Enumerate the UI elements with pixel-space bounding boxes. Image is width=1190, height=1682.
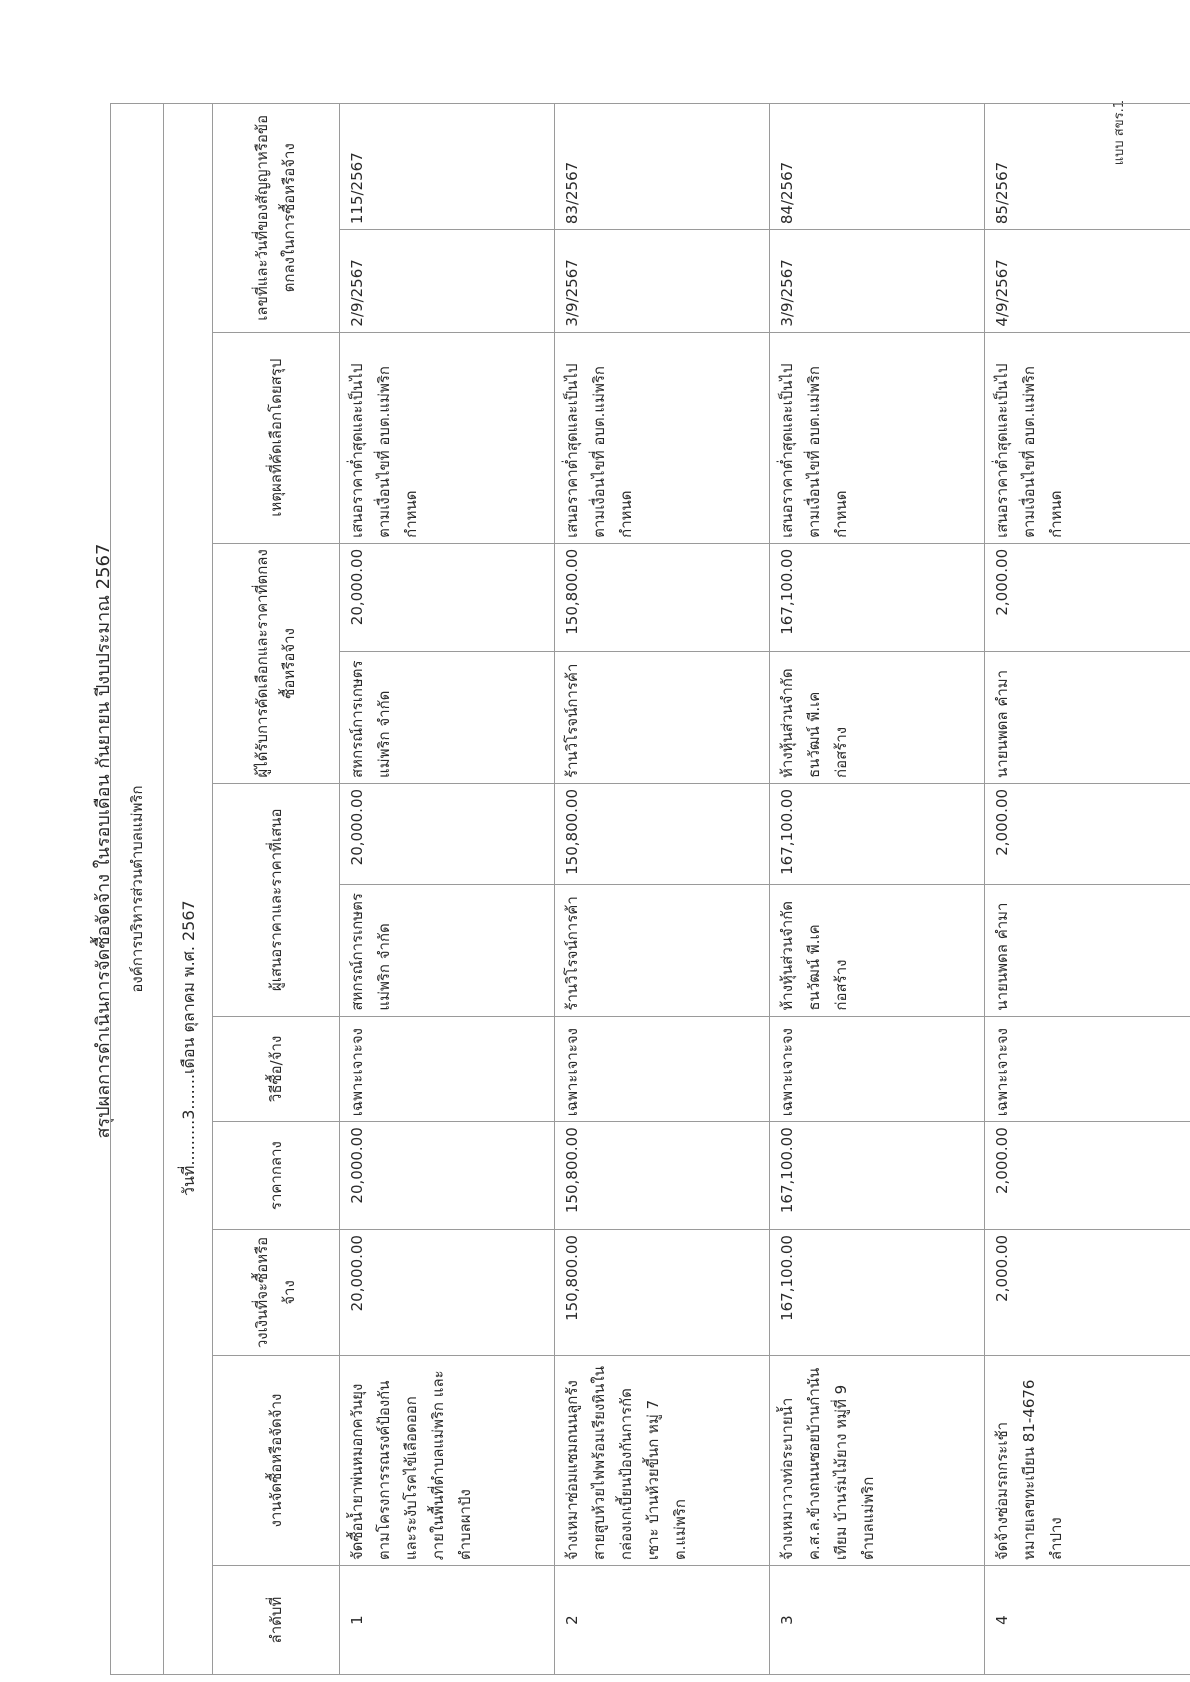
row-contract-no: 83/2567 bbox=[555, 104, 770, 230]
row-method: เฉพาะเจาะจง bbox=[340, 1016, 555, 1122]
row-no: 2 bbox=[555, 1566, 770, 1675]
row-contract-date: 3/9/2567 bbox=[770, 230, 985, 332]
row-bid-price: 150,800.00 bbox=[555, 783, 770, 884]
table-row bbox=[340, 104, 555, 1675]
row-median: 20,000.00 bbox=[340, 1122, 555, 1230]
organization-row bbox=[111, 104, 164, 1675]
row-budget: 2,000.00 bbox=[985, 1230, 1190, 1356]
procurement-table bbox=[110, 103, 1190, 1675]
row-win-price: 20,000.00 bbox=[340, 543, 555, 651]
row-contract-no: 115/2567 bbox=[340, 104, 555, 230]
report-date: วันที่.........3.......เดือน ตุลาคม พ.ศ. 2567 bbox=[178, 900, 198, 1196]
header-budget: วงเงินที่จะซื้อหรือจ้าง bbox=[213, 1230, 340, 1356]
header-contract: เลขที่และวันที่ของสัญญาหรือข้อตกลงในการซื้อหรือจ้าง bbox=[213, 104, 340, 333]
row-bidder: สหกรณ์การเกษตรแม่พริก จำกัด bbox=[340, 885, 555, 1016]
header-median-price: ราคากลาง bbox=[213, 1122, 340, 1230]
row-no: 4 bbox=[985, 1566, 1190, 1675]
row-winner: สหกรณ์การเกษตรแม่พริก จำกัด bbox=[340, 651, 555, 783]
row-reason: เสนอราคาต่ำสุดและเป็นไปตามเงื่อนไขที่ อบต.แม่พริกกำหนด bbox=[770, 332, 985, 543]
row-reason: เสนอราคาต่ำสุดและเป็นไปตามเงื่อนไขที่ อบต.แม่พริกกำหนด bbox=[555, 332, 770, 543]
row-median: 2,000.00 bbox=[985, 1122, 1190, 1230]
row-item: จ้างเหมาซ่อมแซมถนนลูกรังสายสูบห้วยไฟพร้อมเรียงหินในกล่องเกเบี้ยนป้องกันการกัดเซาะ บ้านห้วยขี้นก หมู่ 7 ต.แม่พริก bbox=[555, 1355, 770, 1565]
row-budget: 20,000.00 bbox=[340, 1230, 555, 1356]
header-item: งานจัดซื้อหรือจัดจ้าง bbox=[213, 1355, 340, 1565]
organization-name: องค์การบริหารส่วนตำบลแม่พริก bbox=[127, 785, 146, 993]
row-no: 3 bbox=[770, 1566, 985, 1675]
table-row bbox=[555, 104, 770, 1675]
row-no: 1 bbox=[340, 1566, 555, 1675]
table-row bbox=[770, 104, 985, 1675]
row-contract-date: 4/9/2567 bbox=[985, 230, 1190, 332]
row-budget: 150,800.00 bbox=[555, 1230, 770, 1356]
row-winner: นายนพดล คำมา bbox=[985, 651, 1190, 783]
header-no: ลำดับที่ bbox=[213, 1566, 340, 1675]
header-winner: ผู้ได้รับการคัดเลือกและราคาที่ตกลงซื้อหรือจ้าง bbox=[213, 543, 340, 783]
row-bid-price: 20,000.00 bbox=[340, 783, 555, 884]
row-median: 167,100.00 bbox=[770, 1122, 985, 1230]
row-method: เฉพาะเจาะจง bbox=[770, 1016, 985, 1122]
form-code: แบบ สขร.1 bbox=[1112, 100, 1127, 166]
row-winner: ห้างหุ้นส่วนจำกัด ธนวัฒน์ พี.เค ก่อสร้าง bbox=[770, 651, 985, 783]
row-reason: เสนอราคาต่ำสุดและเป็นไปตามเงื่อนไขที่ อบต.แม่พริกกำหนด bbox=[340, 332, 555, 543]
row-win-price: 150,800.00 bbox=[555, 543, 770, 651]
row-item: จัดจ้างซ่อมรถกระเช้า หมายเลขทะเบียน 81-4676 ลำปาง bbox=[985, 1355, 1190, 1565]
row-contract-no: 85/2567 bbox=[985, 104, 1190, 230]
row-budget: 167,100.00 bbox=[770, 1230, 985, 1356]
row-winner: ร้านวิโรจน์การค้า bbox=[555, 651, 770, 783]
row-bidder: นายนพดล คำมา bbox=[985, 885, 1190, 1016]
row-reason: เสนอราคาต่ำสุดและเป็นไปตามเงื่อนไขที่ อบต.แม่พริกกำหนด bbox=[985, 332, 1190, 543]
header-row bbox=[213, 104, 340, 1675]
row-bidder: ห้างหุ้นส่วนจำกัด ธนวัฒน์ พี.เค ก่อสร้าง bbox=[770, 885, 985, 1016]
row-win-price: 167,100.00 bbox=[770, 543, 985, 651]
row-median: 150,800.00 bbox=[555, 1122, 770, 1230]
date-row bbox=[164, 104, 213, 1675]
header-reason: เหตุผลที่คัดเลือกโดยสรุป bbox=[213, 332, 340, 543]
row-bid-price: 167,100.00 bbox=[770, 783, 985, 884]
row-bid-price: 2,000.00 bbox=[985, 783, 1190, 884]
header-method: วิธีซื้อ/จ้าง bbox=[213, 1016, 340, 1122]
row-win-price: 2,000.00 bbox=[985, 543, 1190, 651]
row-item: จัดซื้อน้ำยาพ่นหมอกควันยุงตามโครงการรณรงค์ป้องกันและระงับโรคไข้เลือดออกภายในพื้นที่ตำบลแม่พริก และตำบลผาปัง bbox=[340, 1355, 555, 1565]
row-item: จ้างเหมาวางท่อระบายน้ำ ค.ส.ล.ข้างถนนซอยบ้านกำนันเทียม บ้านร่มไม้ยาง หมู่ที่ 9 ตำบลแม่พริก bbox=[770, 1355, 985, 1565]
row-method: เฉพาะเจาะจง bbox=[985, 1016, 1190, 1122]
table-row bbox=[985, 104, 1190, 1675]
header-bidders: ผู้เสนอราคาและราคาที่เสนอ bbox=[213, 783, 340, 1016]
row-contract-date: 2/9/2567 bbox=[340, 230, 555, 332]
row-method: เฉพาะเจาะจง bbox=[555, 1016, 770, 1122]
row-contract-no: 84/2567 bbox=[770, 104, 985, 230]
row-contract-date: 3/9/2567 bbox=[555, 230, 770, 332]
document-title: สรุปผลการดำเนินการจัดซื้อจัดจ้าง ในรอบเดือน กันยายน ปีงบประมาณ 2567 bbox=[93, 543, 114, 1139]
row-bidder: ร้านวิโรจน์การค้า bbox=[555, 885, 770, 1016]
